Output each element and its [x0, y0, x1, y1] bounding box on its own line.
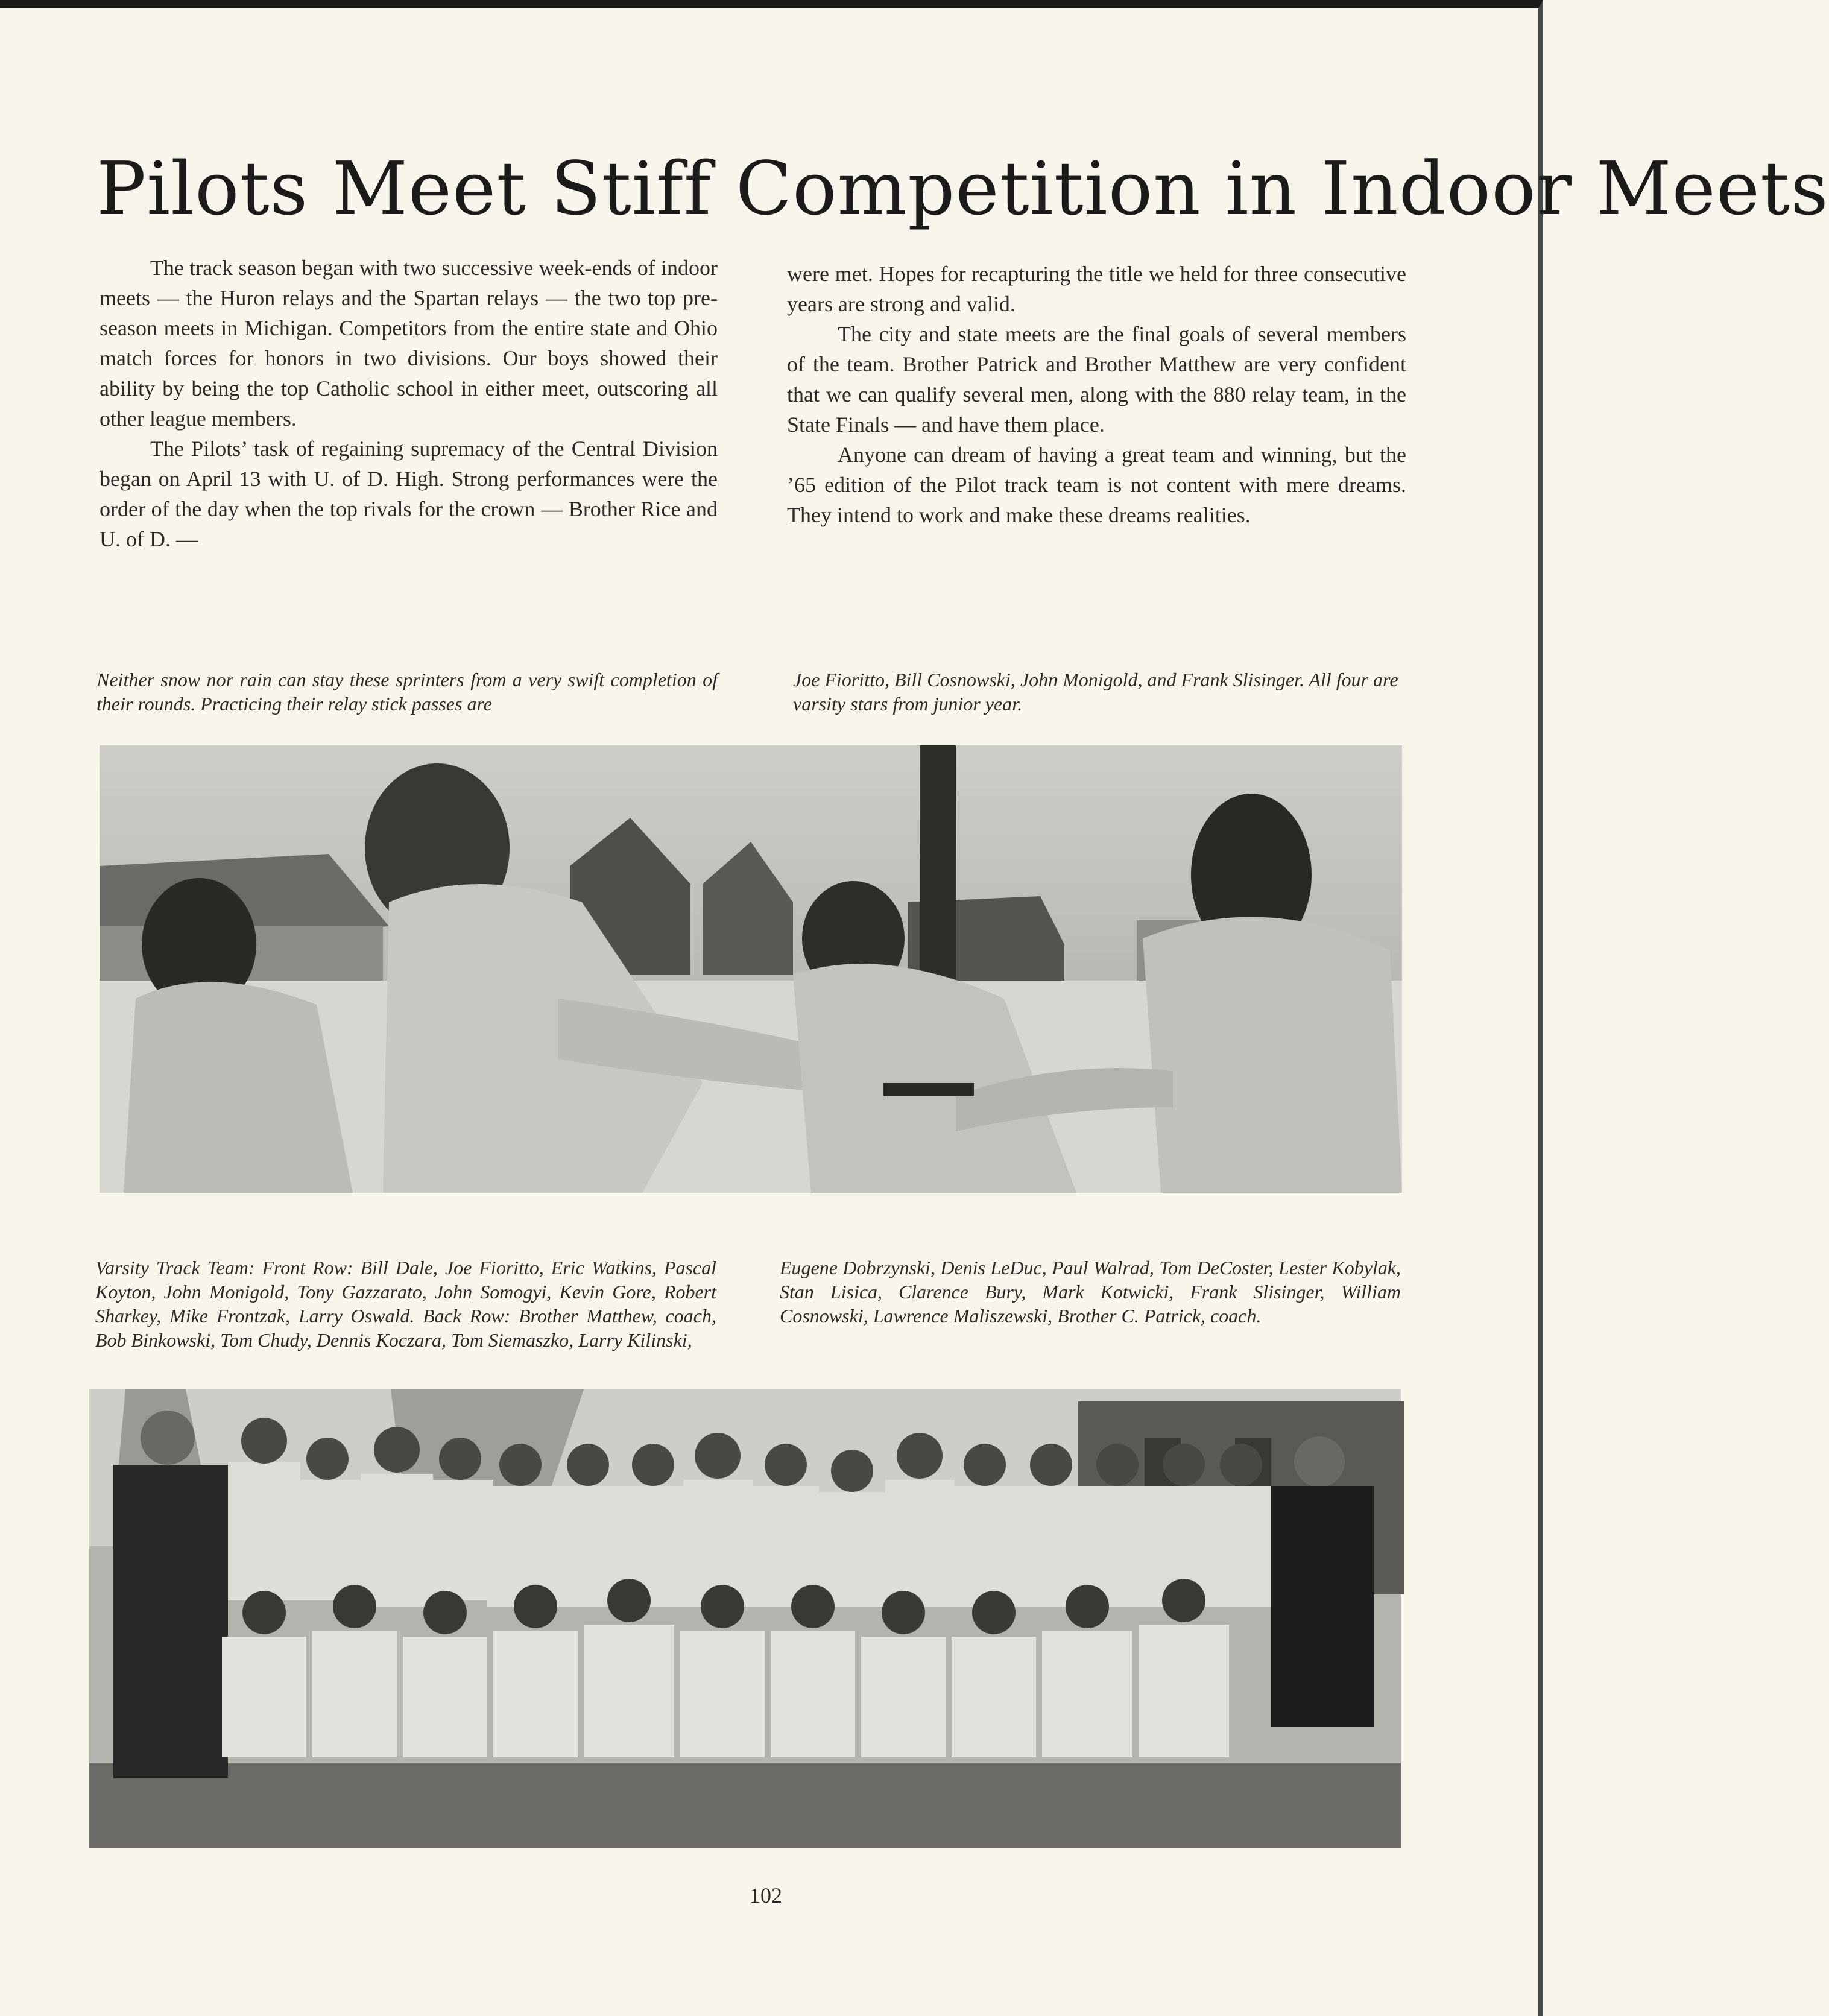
article-paragraph: Anyone can dream of having a great team and winning, but the ’65 edition of the Pilot track team is not content with mere dreams. They intend to work and make these dreams realities. — [787, 443, 1406, 527]
relay-photo-caption-left: Neither snow nor rain can stay these sprinters from a very swift completion of their rounds. Practicing their relay stick passes are — [96, 669, 718, 715]
article-column-right — [787, 259, 1406, 530]
page-number: 102 — [750, 1883, 782, 1907]
team-photo-caption-right: Eugene Dobrzynski, Denis LeDuc, Paul Walrad, Tom DeCoster, Lester Kobylak, Stan Lisica, Clarence Bury, Mark Kotwicki, Frank Slisinger, William Cosnowski, Lawrence Maliszewski, Brother C. Patrick, coach. — [780, 1257, 1401, 1327]
relay-practice-photo — [100, 745, 1402, 1193]
article-paragraph: The track season began with two successive week-ends of indoor meets — the Huron relays and the Spartan relays — the two top pre-season meets in Michigan. Competitors from the entire state and Ohio match forces for honors in two divisions. Our boys showed their ability by being the top Catholic school in either meet, outscoring all other league members. — [100, 256, 718, 431]
article-paragraph: The Pilots’ task of regaining supremacy of the Central Division began on April 13 with U. of D. High. Strong performances were the order of the day when the top rivals for the crown — Brother Rice and U. of D. — — [100, 437, 718, 551]
article-paragraph-continued: were met. Hopes for recapturing the title we held for three consecutive years are strong and valid. — [787, 262, 1406, 316]
relay-photo-caption-right: Joe Fioritto, Bill Cosnowski, John Monigold, and Frank Slisinger. All four are varsity stars from junior year. — [793, 669, 1398, 715]
page-title: Pilots Meet Stiff Competition in Indoor Meets — [96, 145, 1829, 232]
article-column-left — [100, 253, 718, 554]
article-paragraph: The city and state meets are the final goals of several members of the team. Brother Patrick and Brother Matthew are very confident that we can qualify several men, along with the 880 relay team, in the State Finals — and have them place. — [787, 322, 1406, 437]
varsity-track-team-photo — [89, 1389, 1401, 1848]
team-photo-caption-left: Varsity Track Team: Front Row: Bill Dale, Joe Fioritto, Eric Watkins, Pascal Koyton, John Monigold, Tony Gazzarato, John Somogyi, Kevin Gore, Robert Sharkey, Mike Frontzak, Larry Oswald. Back Row: Brother Matthew, coach, Bob Binkowski, Tom Chudy, Dennis Koczara, Tom Siemaszko, Larry Kilinski, — [95, 1257, 716, 1351]
